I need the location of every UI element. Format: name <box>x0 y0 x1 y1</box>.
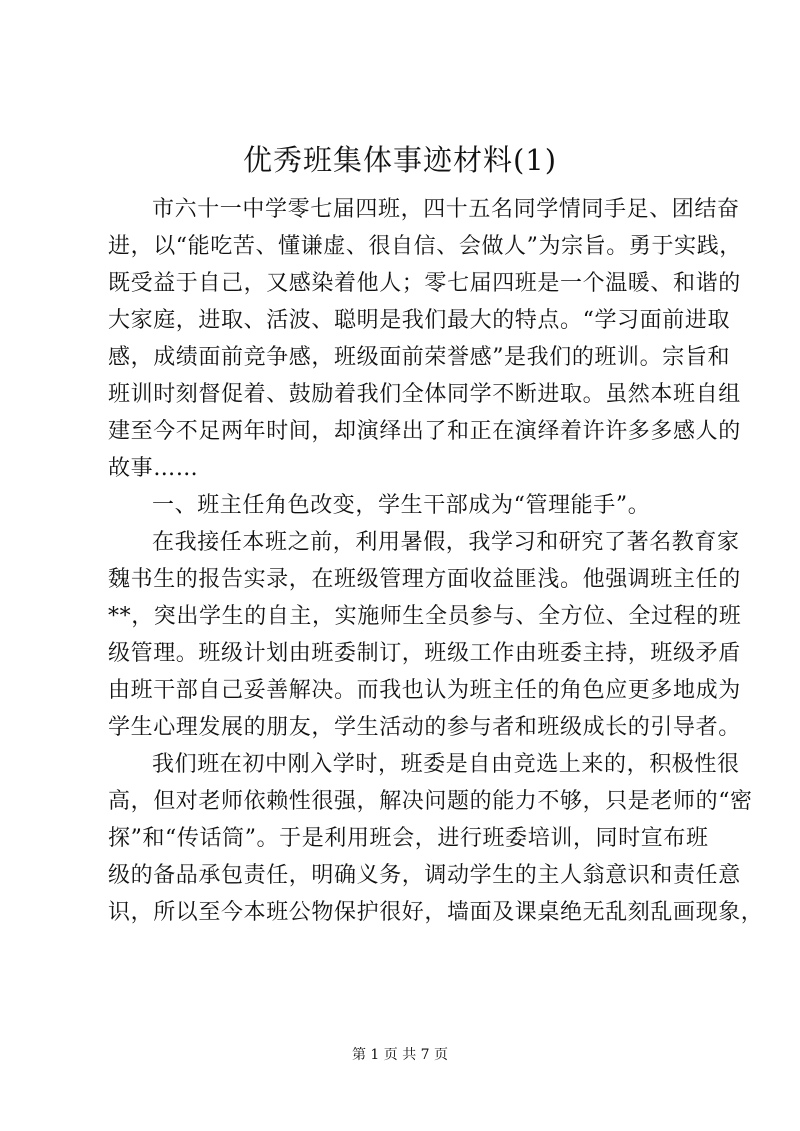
text-line: 学生心理发展的朋友，学生活动的参与者和班级成长的引导者。 <box>108 715 741 740</box>
document-title: 优秀班集体事迹材料(1) <box>242 143 558 177</box>
text-line: 市六十一中学零七届四班，四十五名同学情同手足、团结奋 <box>152 197 740 222</box>
text-line: 识，所以至今本班公物保护很好，墙面及课桌绝无乱刻乱画现象， <box>108 900 764 925</box>
text-line: **，突出学生的自主，实施师生全员参与、全方位、全过程的班 <box>108 604 742 629</box>
text-line: 一、班主任角色改变，学生干部成为“管理能手”。 <box>152 493 651 518</box>
paragraph <box>108 524 742 746</box>
text-line: 由班干部自己妥善解决。而我也认为班主任的角色应更多地成为 <box>108 678 741 703</box>
text-line: 高，但对老师依赖性很强，解决问题的能力不够，只是老师的“密 <box>108 789 753 814</box>
page-number-footer: 第 1 页 共 7 页 <box>351 1047 449 1063</box>
text-line: 大家庭，进取、活波、聪明是我们最大的特点。“学习面前进取 <box>108 308 731 333</box>
text-line: 既受益于自己，又感染着他人；零七届四班是一个温暖、和谐的 <box>108 271 741 296</box>
text-line: 级管理。班级计划由班委制订，班级工作由班委主持，班级矛盾 <box>108 641 741 666</box>
section-heading <box>108 487 708 524</box>
text-line: 我们班在初中刚入学时，班委是自由竞选上来的，积极性很 <box>152 752 740 777</box>
text-line: 感，成绩面前竞争感，班级面前荣誉感”是我们的班训。宗旨和 <box>108 345 731 370</box>
text-line: 探”和“传话筒”。于是利用班会，进行班委培训，同时宣布班 <box>108 826 709 851</box>
paragraph <box>108 746 764 931</box>
document-body <box>108 191 764 931</box>
text-line: 在我接任本班之前，利用暑假，我学习和研究了著名教育家 <box>152 530 740 555</box>
text-line: 建至今不足两年时间，却演绎出了和正在演绎着许许多多感人的 <box>108 419 741 444</box>
paragraph <box>108 191 742 487</box>
text-line: 故事…… <box>108 456 199 481</box>
text-line: 魏书生的报告实录，在班级管理方面收益匪浅。他强调班主任的 <box>108 567 741 592</box>
text-line: 进，以“能吃苦、懂谦虚、很自信、会做人”为宗旨。勇于实践， <box>108 234 742 259</box>
text-line: 班训时刻督促着、鼓励着我们全体同学不断进取。虽然本班自组 <box>108 382 741 407</box>
text-line: 级的备品承包责任，明确义务，调动学生的主人翁意识和责任意 <box>108 863 741 888</box>
